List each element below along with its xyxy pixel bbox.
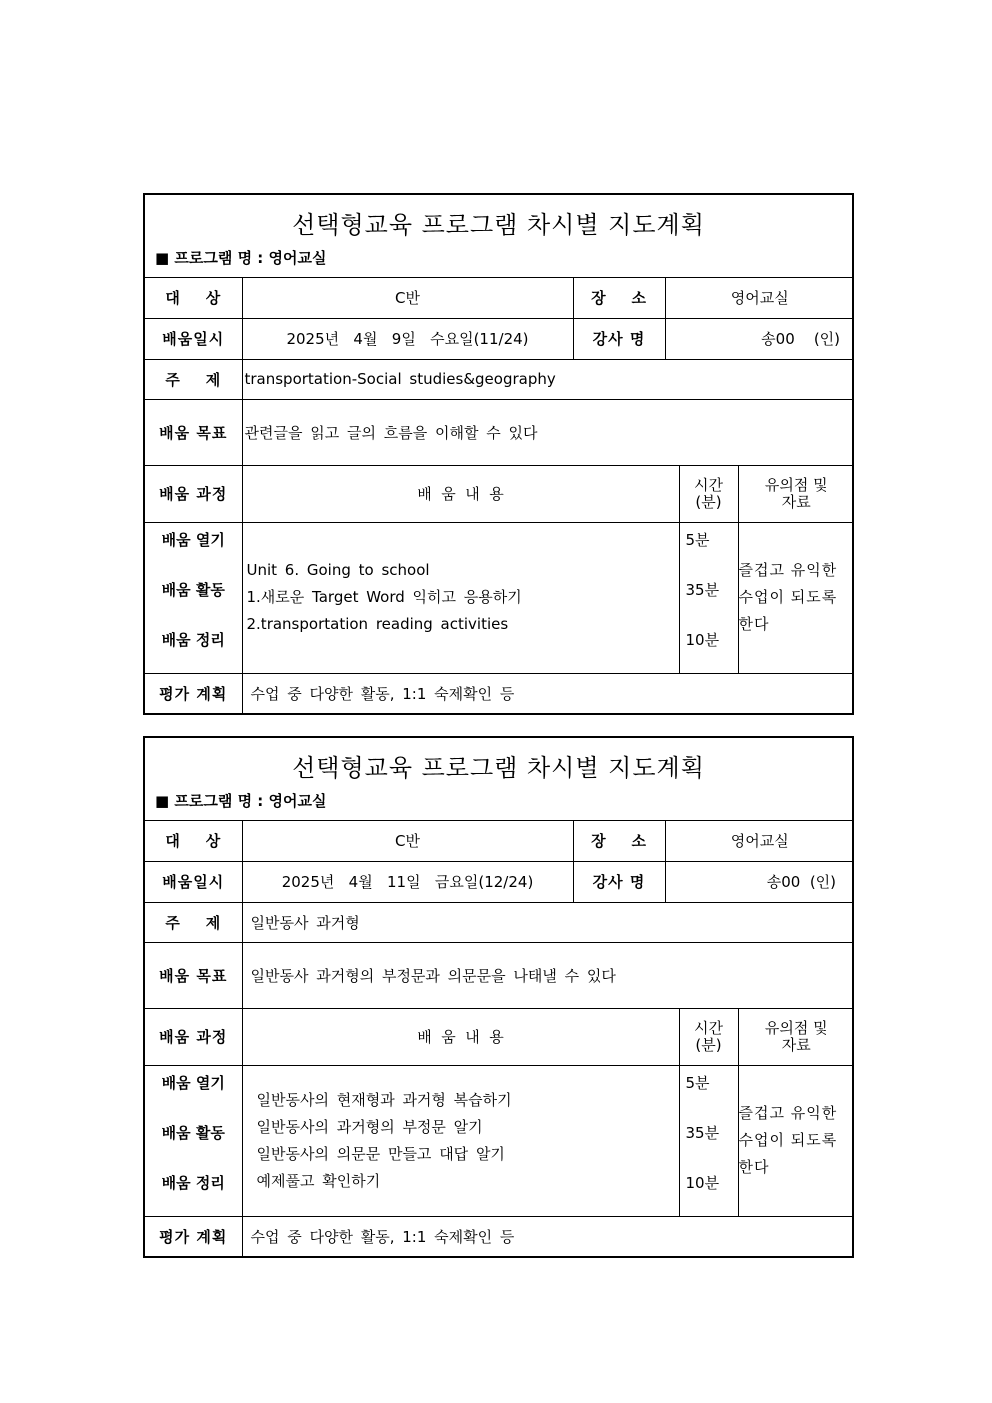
time-header: 시간 (분) [679,1008,738,1065]
content-line: Unit 6. Going to school [246,561,430,579]
stages-cell [145,1065,242,1216]
eval-label: 평가 계획 [145,673,242,713]
place-value: 영어교실 [665,821,854,861]
content-line: 일반동사의 과거형의 부정문 알기 [256,1117,483,1136]
teacher-value: 송00 (인) [665,861,854,902]
date-label: 배움일시 [145,318,242,359]
time-header: 시간 (분) [679,465,738,522]
note-header: 유의점 및 자료 [738,465,854,522]
note-cell: 즐겁고 유익한 수업이 되도록 한다 [738,522,854,673]
eval-value: 수업 중 다양한 활동, 1:1 숙제확인 등 [242,673,854,713]
content-line: 2.transportation reading activities [246,615,509,633]
stage-opening: 배움 열기 [161,530,225,549]
time-activity: 35분 [685,580,720,599]
time-closing: 10분 [685,630,720,649]
content-line: 1.새로운 Target Word 익히고 응용하기 [246,588,522,606]
goal-value: 일반동사 과거형의 부정문과 의문문을 나태낼 수 있다 [242,942,854,1008]
process-label: 배움 과정 [145,1008,242,1065]
content-line: 일반동사의 현재형과 과거형 복습하기 [256,1090,512,1109]
place-label: 장 소 [573,278,665,318]
stage-activity: 배움 활동 [161,580,225,599]
target-label: 대 상 [145,821,242,861]
eval-value: 수업 중 다양한 활동, 1:1 숙제확인 등 [242,1216,854,1256]
target-value: C반 [242,821,573,861]
stage-closing: 배움 정리 [161,1173,225,1192]
content-cell [242,1065,679,1216]
place-label: 장 소 [573,821,665,861]
content-line: 일반동사의 의문문 만들고 대답 알기 [256,1144,505,1163]
stage-opening: 배움 열기 [161,1073,225,1092]
target-value: C반 [242,278,573,318]
plan-title: 선택형교육 프로그램 차시별 지도계획 [292,211,705,239]
time-opening: 5분 [685,530,710,549]
topic-value: transportation-Social studies&geography [242,359,854,399]
plan-header [145,738,852,821]
lesson-plan-2 [143,736,854,1258]
plan-table [145,278,854,713]
content-line: 예제풀고 확인하기 [256,1171,381,1190]
stages-cell [145,522,242,673]
time-closing: 10분 [685,1173,720,1192]
goal-label: 배움 목표 [145,399,242,465]
note-header: 유의점 및 자료 [738,1008,854,1065]
target-label: 대 상 [145,278,242,318]
plan-header [145,195,852,278]
date-label: 배움일시 [145,861,242,902]
topic-label: 주 제 [145,359,242,399]
eval-label: 평가 계획 [145,1216,242,1256]
program-name: ■ 프로그램 명 : 영어교실 [155,249,327,267]
lesson-plan-1 [143,193,854,715]
times-cell [679,522,738,673]
place-value: 영어교실 [665,278,854,318]
plan-title: 선택형교육 프로그램 차시별 지도계획 [292,754,705,782]
times-cell [679,1065,738,1216]
date-value: 2025년 4월 11일 금요일(12/24) [242,861,573,902]
content-header: 배 움 내 용 [242,1008,679,1065]
process-label: 배움 과정 [145,465,242,522]
content-header: 배 움 내 용 [242,465,679,522]
teacher-label: 강사 명 [573,318,665,359]
content-cell [242,522,679,673]
time-opening: 5분 [685,1073,710,1092]
program-name: ■ 프로그램 명 : 영어교실 [155,792,327,810]
teacher-value: 송00 (인) [665,318,854,359]
plan-table [145,821,854,1256]
time-activity: 35분 [685,1123,720,1142]
note-cell: 즐겁고 유익한 수업이 되도록 한다 [738,1065,854,1216]
topic-value: 일반동사 과거형 [242,902,854,942]
stage-activity: 배움 활동 [161,1123,225,1142]
stage-closing: 배움 정리 [161,630,225,649]
goal-value: 관련글을 읽고 글의 흐름을 이해할 수 있다 [242,399,854,465]
teacher-label: 강사 명 [573,861,665,902]
topic-label: 주 제 [145,902,242,942]
goal-label: 배움 목표 [145,942,242,1008]
date-value: 2025년 4월 9일 수요일(11/24) [242,318,573,359]
